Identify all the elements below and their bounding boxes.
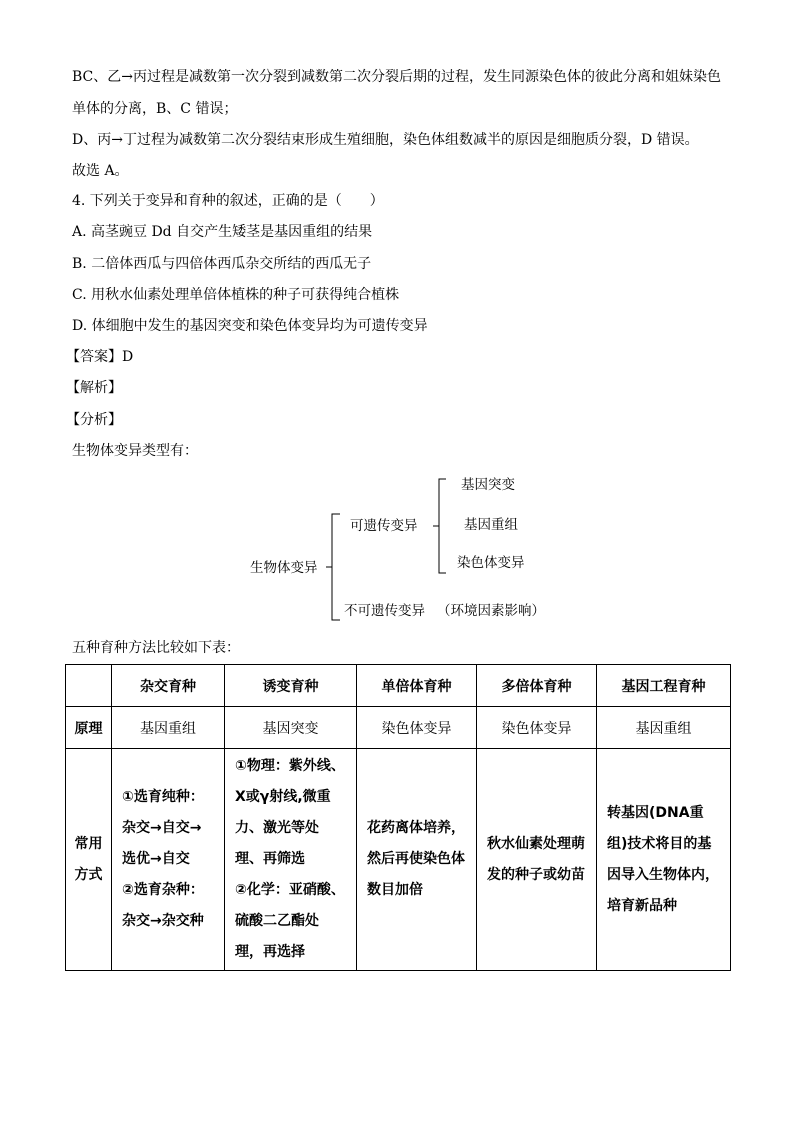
breeding-comparison-table — [65, 664, 731, 971]
option-b: B. 二倍体西瓜与四倍体西瓜杂交所结的西瓜无子 — [72, 256, 372, 272]
option-d: D. 体细胞中发生的基因突变和染色体变异均为可遗传变异 — [72, 318, 428, 334]
option-c: C. 用秋水仙素处理单倍体植株的种子可获得纯合植株 — [72, 287, 400, 303]
analysis-label: 【解析】 — [66, 380, 122, 396]
diagram-non-heritable: 不可遗传变异 — [344, 603, 425, 619]
outer-brace — [332, 514, 340, 620]
table-intro: 五种育种方法比较如下表： — [72, 640, 240, 656]
table-header-haploid: 单倍体育种 — [357, 665, 477, 707]
table-cell — [225, 749, 357, 971]
table-cell: 染色体变异 — [357, 707, 477, 749]
variation-intro: 生物体变异类型有： — [72, 443, 198, 459]
diagram-heritable-item-3: 染色体变异 — [457, 555, 525, 571]
answer-value: D — [122, 349, 134, 365]
table-header-hybrid: 杂交育种 — [112, 665, 225, 707]
table-header-row — [66, 665, 731, 707]
table-row-methods — [66, 749, 731, 971]
fenxi-label: 【分析】 — [66, 412, 122, 428]
table-row-label-methods — [66, 749, 112, 971]
table-header-mutation: 诱变育种 — [225, 665, 357, 707]
diagram-root: 生物体变异 — [250, 560, 318, 576]
table-row-label-principle: 原理 — [66, 707, 112, 749]
diagram-heritable: 可遗传变异 — [350, 518, 418, 534]
diagram-non-heritable-note: （环境因素影响） — [437, 603, 545, 619]
table-row-principle — [66, 707, 731, 749]
table-header-corner — [66, 665, 112, 707]
diagram-heritable-item-1: 基因突变 — [461, 477, 515, 493]
inner-brace — [439, 479, 446, 573]
table-header-polyploid: 多倍体育种 — [477, 665, 597, 707]
paragraph-choice-a: 故选 A。 — [72, 163, 129, 179]
method-hybrid-text: ①选育纯种：杂交→自交→选优→自交 ②选育杂种：杂交→杂交种 — [122, 789, 204, 929]
method-haploid-text: 花药离体培养，然后再使染色体数目加倍 — [367, 820, 465, 898]
methods-label-text: 常用 方式 — [74, 835, 103, 883]
table-cell — [477, 749, 597, 971]
table-cell — [112, 749, 225, 971]
paragraph-d-explanation: D、丙→丁过程为减数第二次分裂结束形成生殖细胞，染色体组数减半的原因是细胞质分裂，D 错误。 — [72, 132, 699, 148]
question-4-stem: 4. 下列关于变异和育种的叙述，正确的是（ ） — [72, 193, 384, 209]
paragraph-bc-explanation: BC、乙→丙过程是减数第一次分裂到减数第二次分裂后期的过程，发生同源染色体的彼此分离和姐妹染色 — [72, 69, 721, 85]
table-cell: 染色体变异 — [477, 707, 597, 749]
table-cell — [357, 749, 477, 971]
answer-label: 【答案】 — [66, 349, 122, 365]
method-genetic-engineering-text: 转基因(DNA重组)技术将目的基因导入生物体内，培育新品种 — [607, 804, 719, 914]
table-cell: 基因突变 — [225, 707, 357, 749]
option-a: A. 高茎豌豆 Dd 自交产生矮茎是基因重组的结果 — [72, 224, 373, 240]
method-mutation-text: ①物理：紫外线、X或γ射线,微重力、激光等处理、再筛选 ②化学：亚硝酸、硫酸二乙酯处理，再选择 — [235, 758, 345, 960]
table-cell — [597, 749, 731, 971]
table-cell: 基因重组 — [112, 707, 225, 749]
table-header-genetic-engineering: 基因工程育种 — [597, 665, 731, 707]
table-cell: 基因重组 — [597, 707, 731, 749]
paragraph-bc-explanation-cont: 单体的分离，B、C 错误； — [72, 101, 238, 117]
diagram-heritable-item-2: 基因重组 — [464, 517, 518, 533]
method-polyploid-text: 秋水仙素处理萌发的种子或幼苗 — [487, 835, 585, 883]
